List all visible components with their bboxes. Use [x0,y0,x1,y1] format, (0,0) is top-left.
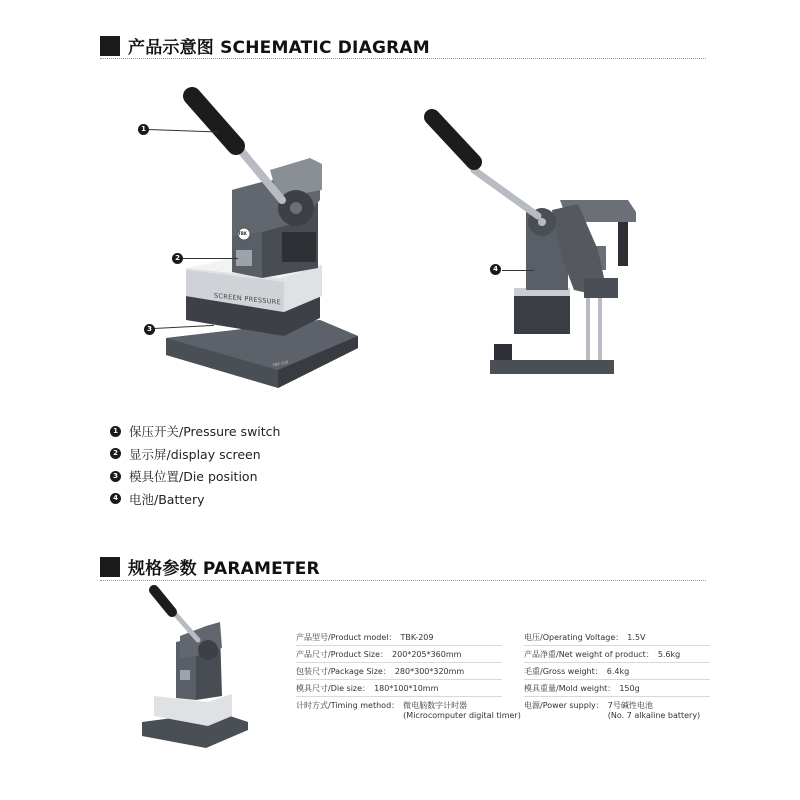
param-value-group [403,700,521,720]
machine-brand-text: TBK [238,231,247,236]
param-label: 包装尺寸/Package Size： [296,666,391,676]
param-value-group [608,700,700,720]
legend-num: 4 [110,493,121,504]
param-row [524,629,710,646]
param-row [296,680,502,697]
schematic-title: 产品示意图 SCHEMATIC DIAGRAM [128,38,430,58]
param-value: TBK-209 [400,632,434,642]
param-value: 280*300*320mm [394,666,465,676]
param-label: 模具尺寸/Die size： [296,683,371,693]
param-value: 5.6kg [657,649,681,659]
machine-model-mark: TBK-209 [272,359,289,368]
param-value-secondary: (No. 7 alkaline battery) [607,711,701,720]
machine-label: SCREEN PRESSURE [214,291,281,307]
param-label: 电压/Operating Voltage： [524,632,624,642]
param-label: 产品净重/Net weight of product： [524,649,654,659]
param-label: 毛重/Gross weight： [524,666,603,676]
param-label: 产品型号/Product model： [296,632,397,642]
param-label: 电源/Power supply： [524,701,604,710]
callout-2: 2 [172,253,183,264]
param-label: 产品尺寸/Product Size： [296,649,389,659]
param-label: 模具重量/Mold weight： [524,683,616,693]
param-row [524,663,710,680]
param-row [296,697,521,723]
callout-1: 1 [138,124,149,135]
param-value: 150g [619,683,640,693]
param-row [524,646,710,663]
param-table-left [296,629,521,723]
param-label: 计时方式/Timing method： [296,701,400,710]
param-value-secondary: (Microcomputer digital timer) [403,711,521,720]
parameter-title: 规格参数 PARAMETER [128,559,320,579]
legend-num: 2 [110,448,121,459]
param-table-right [524,629,710,723]
param-value: 180*100*10mm [374,683,439,693]
param-row [296,663,502,680]
param-row [296,646,502,663]
legend-text: 保压开关/Pressure switch [129,424,281,440]
legend-text: 电池/Battery [129,491,205,507]
param-value: 7号碱性电池 [607,701,653,710]
param-row [296,629,502,646]
legend-text: 模具位置/Die position [129,469,258,485]
legend-text: 显示屏/display screen [129,446,261,462]
legend-num: 1 [110,426,121,437]
param-value: 200*205*360mm [392,649,462,659]
param-value: 微电脑数字计时器 [403,701,468,710]
legend-num: 3 [110,471,121,482]
param-value: 1.5V [627,632,646,642]
param-row [524,680,710,697]
callout-4: 4 [490,264,501,275]
callout-3: 3 [144,324,155,335]
param-row [524,697,710,723]
param-value: 6.4kg [606,666,630,676]
